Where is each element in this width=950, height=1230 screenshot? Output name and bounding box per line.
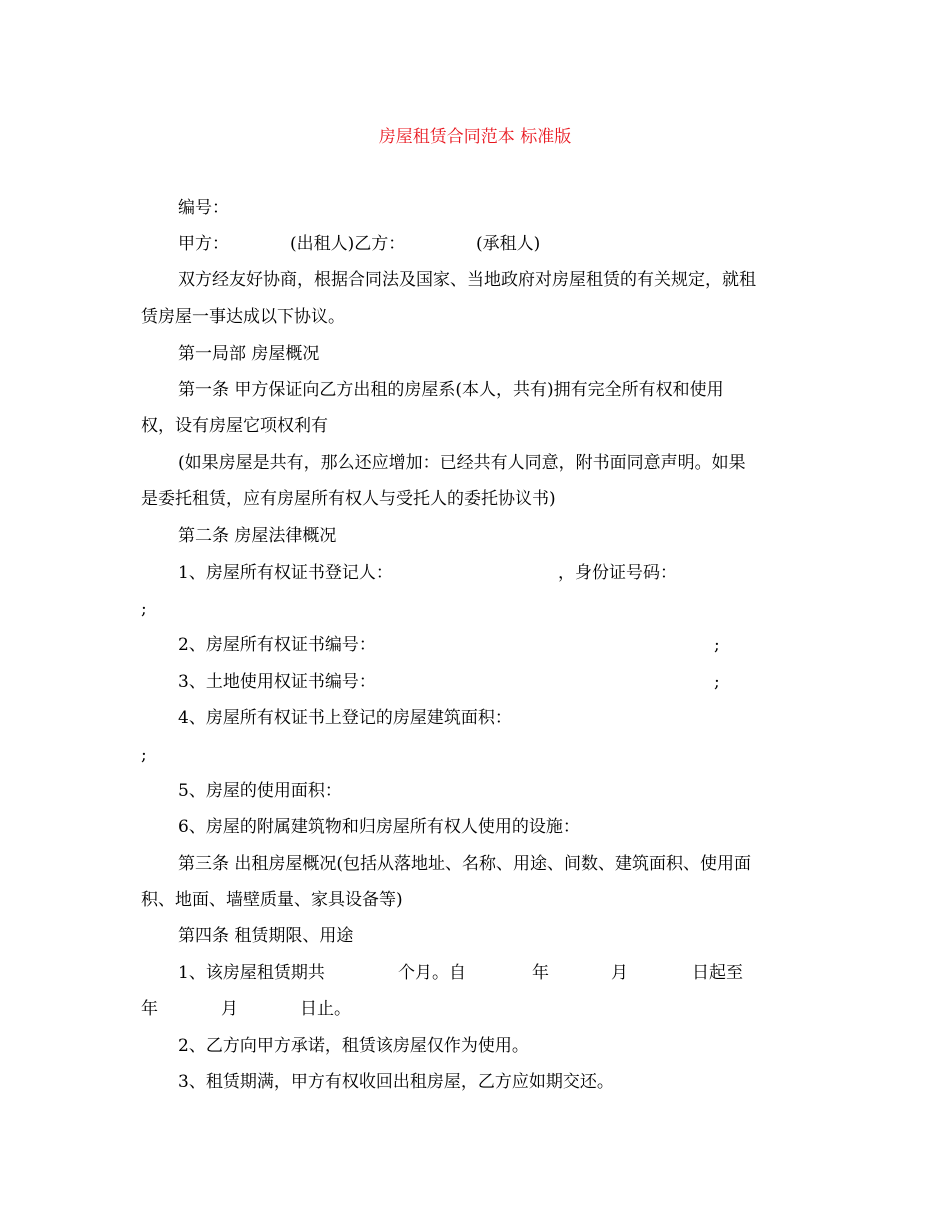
semicolon-continuation: ; xyxy=(141,745,147,765)
lessor-party-b-label: (出租人)乙方： xyxy=(290,234,406,254)
usage-commitment-clause: 2、乙方向甲方承诺，租赁该房屋仅作为使用。 xyxy=(178,1036,529,1056)
article-4-heading: 第四条 租赁期限、用途 xyxy=(178,926,354,946)
end-day-label: 日止。 xyxy=(300,999,351,1019)
registered-building-area-label: 4、房屋所有权证书上登记的房屋建筑面积： xyxy=(178,708,512,728)
article-1-note-line-1: (如果房屋是共有，那么还应增加：已经共有人同意，附书面同意声明。如果 xyxy=(178,453,746,473)
usable-area-label: 5、房屋的使用面积： xyxy=(178,781,342,801)
document-title: 房屋租赁合同范本 标准版 xyxy=(378,127,572,147)
lessee-label: (承租人) xyxy=(476,234,541,254)
lease-term-label: 1、该房屋租赁期共 xyxy=(178,963,325,983)
article-2-heading: 第二条 房屋法律概况 xyxy=(178,526,337,546)
intro-paragraph-line-1: 双方经友好协商，根据合同法及国家、当地政府对房屋租赁的有关规定，就租 xyxy=(178,270,756,290)
party-a-label: 甲方： xyxy=(178,234,229,254)
article-1-note-line-2: 是委托租赁，应有房屋所有权人与受托人的委托协议书) xyxy=(141,489,556,509)
start-month-label: 月 xyxy=(611,963,628,983)
land-certificate-number-label: 3、土地使用权证书编号： xyxy=(178,672,376,692)
semicolon-end: ; xyxy=(714,635,720,655)
semicolon-continuation: ; xyxy=(141,599,147,619)
id-number-label: ，身份证号码： xyxy=(558,563,677,583)
article-1-line-1: 第一条 甲方保证向乙方出租的房屋系(本人，共有)拥有完全所有权和使用 xyxy=(178,380,724,400)
article-3-line-2: 积、地面、墙壁质量、家具设备等) xyxy=(141,890,403,910)
owner-registrant-label: 1、房屋所有权证书登记人： xyxy=(178,563,393,583)
contract-number-label: 编号： xyxy=(178,198,229,218)
ancillary-facilities-label: 6、房屋的附属建筑物和归房屋所有权人使用的设施： xyxy=(178,817,580,837)
article-1-line-2: 权，设有房屋它项权利有 xyxy=(141,416,328,436)
part-1-heading: 第一局部 房屋概况 xyxy=(178,344,320,364)
semicolon-end: ; xyxy=(714,672,720,692)
lease-expiry-clause: 3、租赁期满，甲方有权收回出租房屋，乙方应如期交还。 xyxy=(178,1072,614,1092)
ownership-certificate-number-label: 2、房屋所有权证书编号： xyxy=(178,635,376,655)
intro-paragraph-line-2: 赁房屋一事达成以下协议。 xyxy=(141,307,345,327)
end-month-label: 月 xyxy=(221,999,238,1019)
months-from-label: 个月。自 xyxy=(398,963,466,983)
end-year-label: 年 xyxy=(141,999,158,1019)
article-3-line-1: 第三条 出租房屋概况(包括从落地址、名称、用途、间数、建筑面积、使用面 xyxy=(178,854,752,874)
start-day-label: 日起至 xyxy=(692,963,743,983)
start-year-label: 年 xyxy=(532,963,549,983)
